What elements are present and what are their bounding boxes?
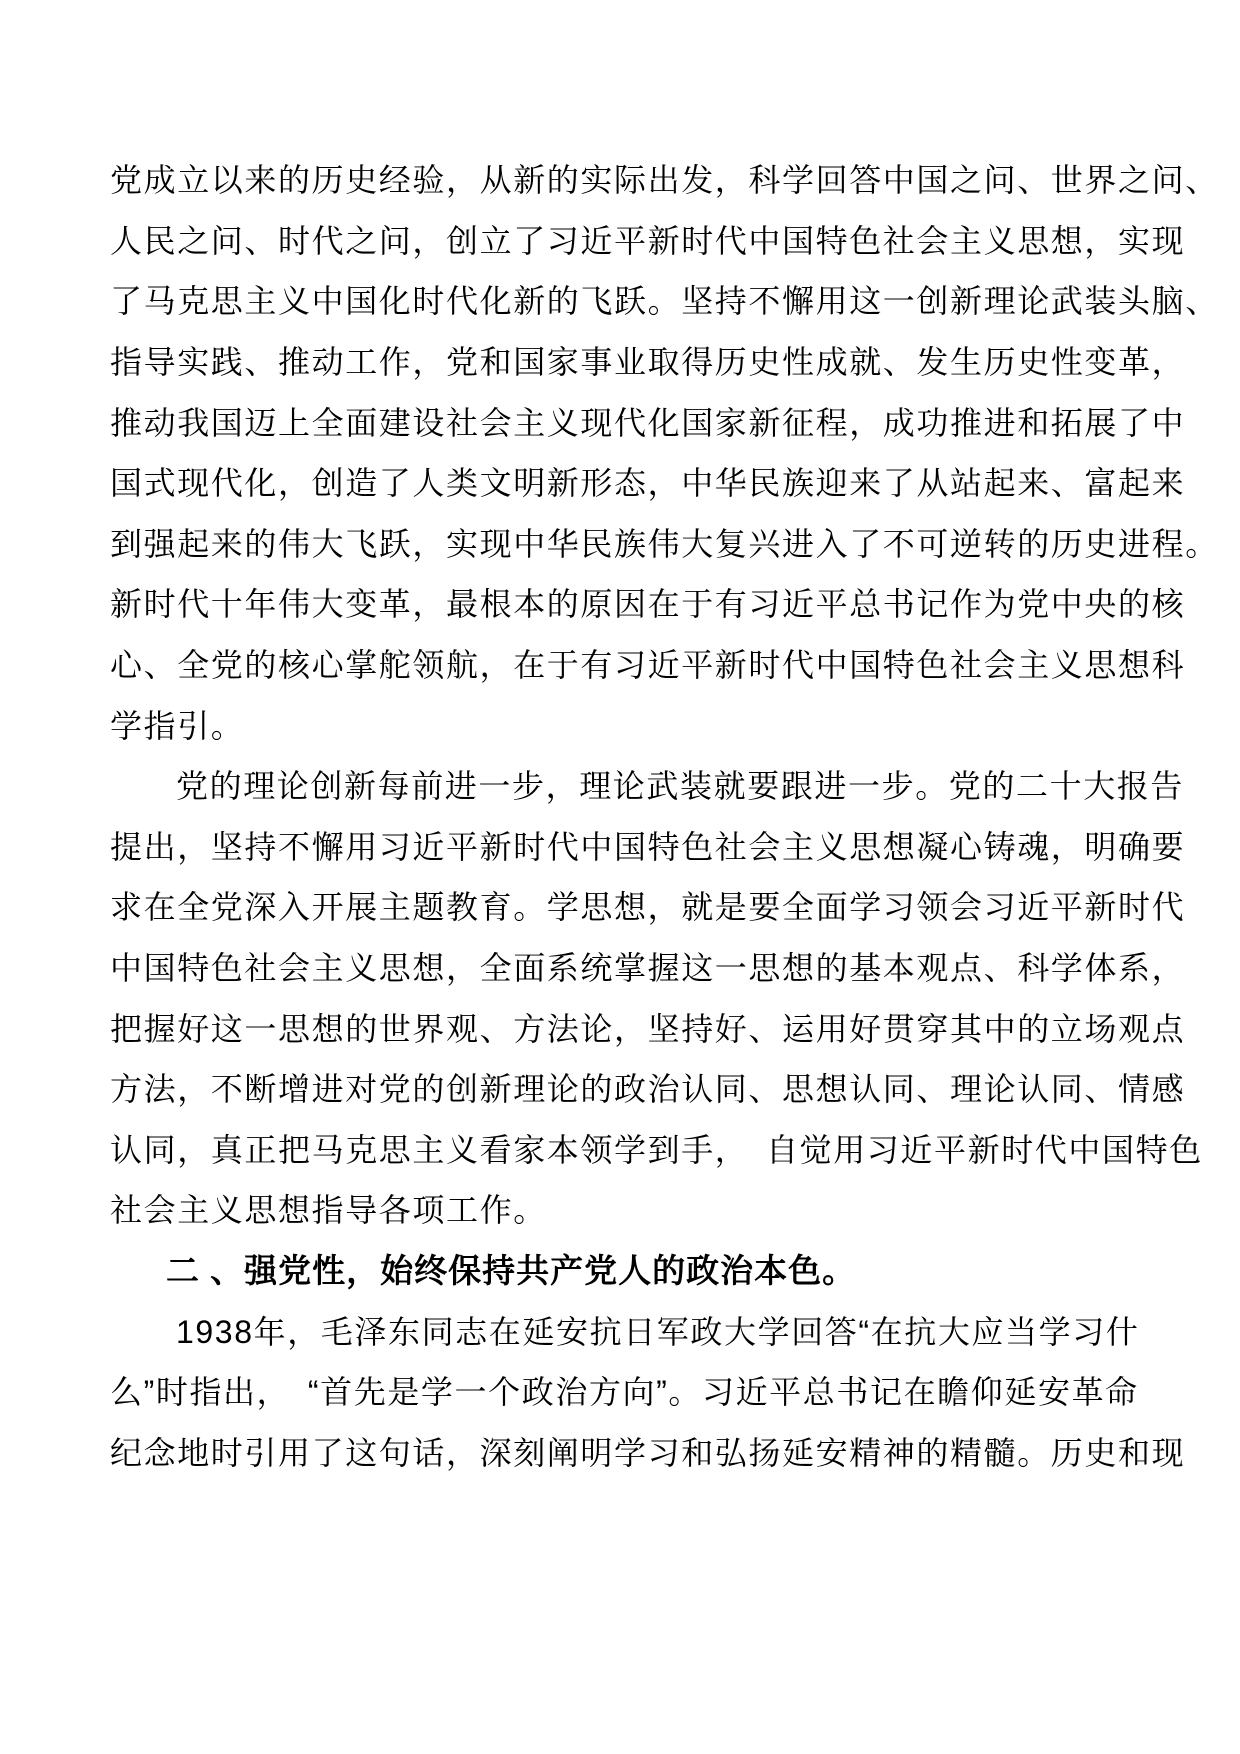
text-line: 党成立以来的历史经验，从新的实际出发，科学回答中国之问、世界之问、 bbox=[110, 162, 1219, 199]
text-line: 心、全党的核心掌舵领航，在于有习近平新时代中国特色社会主义思想科 bbox=[110, 647, 1186, 684]
text-line: 认同，真正把马克思主义看家本领学到手， 自觉用习近平新时代中国特色 bbox=[110, 1131, 1203, 1168]
text-line: 推动我国迈上全面建设社会主义现代化国家新征程，成功推进和拓展了中 bbox=[110, 404, 1186, 441]
paragraph bbox=[110, 1239, 1172, 1300]
text-line: 新时代十年伟大变革，最根本的原因在于有习近平总书记作为党中央的核 bbox=[110, 586, 1186, 623]
text-line: 指导实践、推动工作，党和国家事业取得历史性成就、发生历史性变革， bbox=[110, 344, 1186, 381]
text-line: 纪念地时引用了这句话，深刻阐明学习和弘扬延安精神的精髓。历史和现 bbox=[110, 1434, 1186, 1471]
text-line: 社会主义思想指导各项工作。 bbox=[110, 1192, 547, 1229]
text-line: 国式现代化，创造了人类文明新形态，中华民族迎来了从站起来、富起来 bbox=[110, 465, 1186, 502]
text-line: 提出，坚持不懈用习近平新时代中国特色社会主义思想凝心铸魂，明确要 bbox=[110, 828, 1186, 865]
text-line: 党的理论创新每前进一步，理论武装就要跟进一步。党的二十大报告 bbox=[176, 768, 1185, 805]
section-heading: 二 、强党性，始终保持共产党人的政治本色。 bbox=[166, 1252, 857, 1290]
paragraph bbox=[110, 754, 1203, 1239]
paragraph bbox=[110, 148, 1219, 754]
text-line: 1938年，毛泽东同志在延安抗日军政大学回答“在抗大应当学习什 bbox=[176, 1313, 1140, 1350]
paragraph bbox=[110, 1299, 1186, 1481]
text-line: 么”时指出， “首先是学一个政治方向”。习近平总书记在瞻仰延安革命 bbox=[110, 1374, 1139, 1411]
text-line: 求在全党深入开展主题教育。学思想，就是要全面学习领会习近平新时代 bbox=[110, 889, 1186, 926]
text-line: 人民之问、时代之问，创立了习近平新时代中国特色社会主义思想，实现 bbox=[110, 222, 1186, 259]
text-line: 了马克思主义中国化时代化新的飞跃。坚持不懈用这一创新理论武装头脑、 bbox=[110, 283, 1219, 320]
document-body bbox=[110, 148, 1219, 1481]
text-line: 中国特色社会主义思想，全面系统掌握这一思想的基本观点、科学体系， bbox=[110, 950, 1186, 987]
text-line: 到强起来的伟大飞跃，实现中华民族伟大复兴进入了不可逆转的历史进程。 bbox=[110, 525, 1219, 562]
text-line: 把握好这一思想的世界观、方法论，坚持好、运用好贯穿其中的立场观点 bbox=[110, 1010, 1186, 1047]
text-line: 方法，不断增进对党的创新理论的政治认同、思想认同、理论认同、情感 bbox=[110, 1071, 1186, 1108]
text-line: 学指引。 bbox=[110, 707, 245, 744]
